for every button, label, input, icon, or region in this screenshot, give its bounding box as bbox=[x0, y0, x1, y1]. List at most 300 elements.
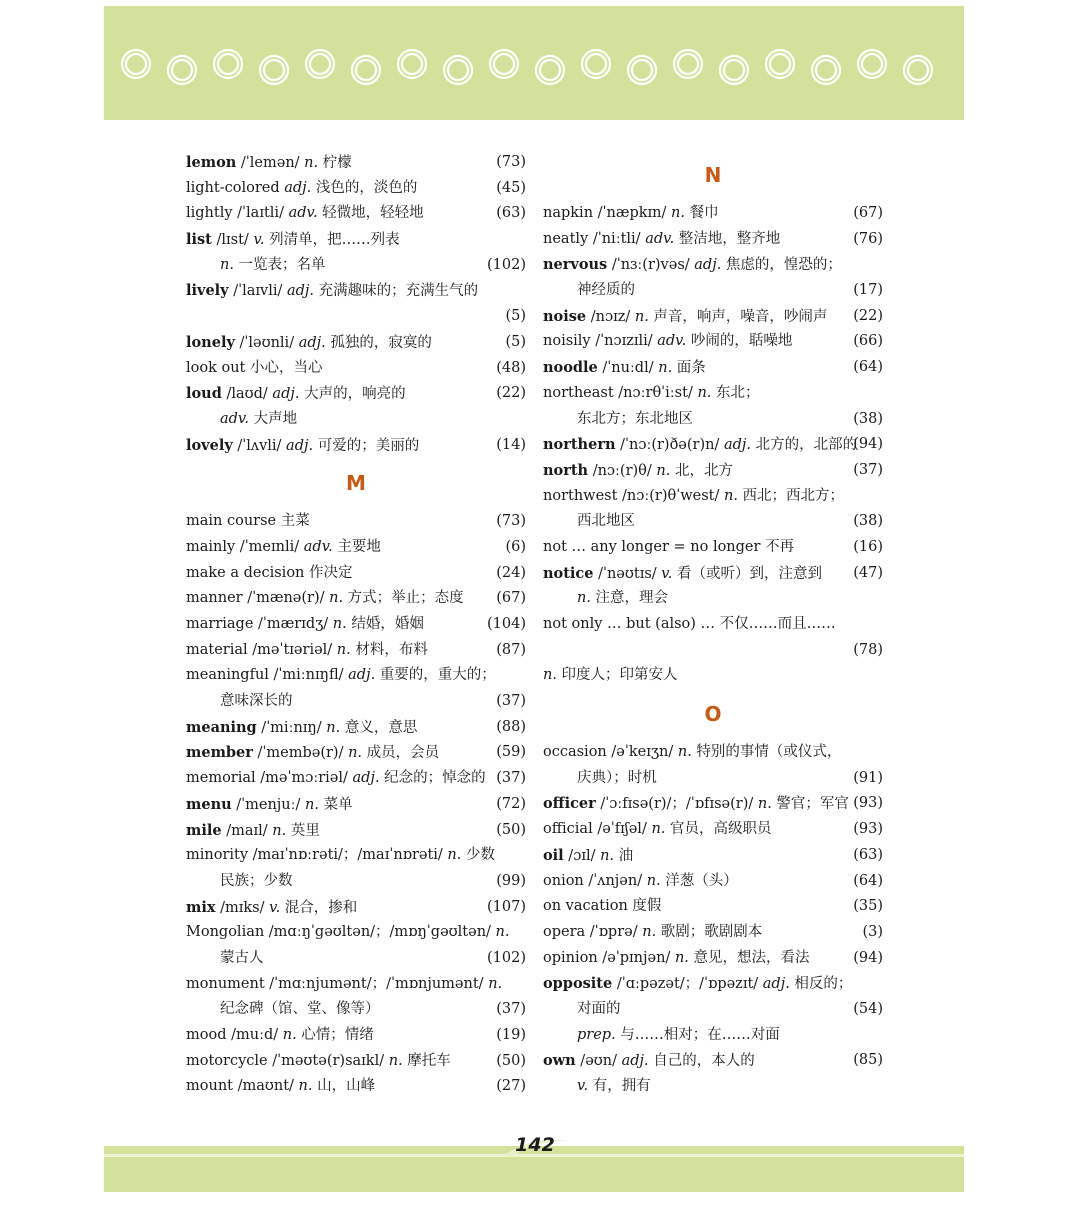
part-of-speech: n. bbox=[298, 1078, 313, 1095]
entry-text bbox=[543, 971, 852, 998]
unit-page-ref: (17) bbox=[853, 282, 883, 299]
part-of-speech: v. bbox=[661, 565, 673, 582]
part-of-speech: n. bbox=[495, 924, 510, 941]
headword: lemon bbox=[186, 154, 237, 171]
definition: 柠檬 bbox=[318, 155, 352, 171]
definition: 方式；举止；态度 bbox=[343, 590, 464, 607]
part-of-speech: n. bbox=[634, 308, 649, 325]
phonetic: /nɔː(r)θˈwest/ bbox=[617, 487, 724, 504]
headword: meaningful bbox=[186, 667, 269, 684]
part-of-speech: adj. bbox=[286, 437, 314, 454]
headword: mood bbox=[186, 1027, 227, 1043]
definition: 少数 bbox=[461, 847, 495, 864]
part-of-speech: n. bbox=[305, 796, 319, 813]
glossary-entry bbox=[186, 356, 526, 382]
glossary-entry bbox=[186, 150, 526, 176]
unit-page-ref: (50) bbox=[496, 1052, 526, 1069]
headword: official bbox=[543, 821, 593, 838]
headword: own bbox=[543, 1052, 576, 1070]
glossary-entry bbox=[186, 535, 526, 561]
part-of-speech: adj. bbox=[762, 976, 790, 993]
phonetic: /nɔɪz/ bbox=[586, 308, 635, 325]
phonetic: /ˈlaɪtli/ bbox=[232, 205, 289, 222]
entry-text bbox=[577, 997, 621, 1023]
definition: 列清单，把……列表 bbox=[264, 232, 400, 249]
phonetic: /əʊn/ bbox=[575, 1053, 622, 1070]
entry-text bbox=[186, 561, 353, 587]
headword: oil bbox=[543, 846, 564, 864]
definition: 看（或听）到，注意到 bbox=[672, 565, 822, 582]
glossary-entry bbox=[186, 381, 526, 407]
part-of-speech: n. bbox=[388, 1052, 403, 1069]
ring-icon bbox=[632, 60, 652, 80]
glossary-entry bbox=[186, 740, 526, 766]
unit-page-ref: (66) bbox=[853, 333, 883, 350]
part-of-speech: n. bbox=[674, 949, 689, 966]
headword: mount bbox=[186, 1078, 233, 1095]
phonetic: /ˈʌnjən/ bbox=[583, 872, 647, 889]
headword: noisily bbox=[543, 333, 591, 350]
phonetic: /ˈmɑːnjumənt/；/ˈmɒnjumənt/ bbox=[264, 975, 489, 992]
glossary-entry bbox=[543, 304, 883, 330]
definition: 官员，高级职员 bbox=[665, 821, 772, 838]
definition: 小心，当心 bbox=[250, 359, 323, 376]
definition: 意味深长的 bbox=[220, 693, 293, 710]
unit-page-ref: (14) bbox=[496, 436, 526, 453]
entry-text bbox=[543, 843, 633, 870]
entry-text bbox=[543, 252, 842, 279]
entry-text bbox=[220, 689, 293, 715]
headword: not … any longer = no longer bbox=[543, 538, 761, 555]
unit-page-ref: (37) bbox=[496, 1001, 526, 1018]
entry-text bbox=[186, 1049, 451, 1075]
headword: opposite bbox=[543, 975, 613, 993]
glossary-entry bbox=[543, 663, 883, 689]
unit-page-ref: (37) bbox=[496, 693, 526, 710]
glossary-entry-continuation bbox=[543, 997, 883, 1023]
part-of-speech: n. bbox=[646, 872, 661, 889]
ring-icon bbox=[494, 54, 514, 74]
glossary-entry-continuation bbox=[186, 997, 526, 1023]
glossary-entry-continuation bbox=[186, 869, 526, 895]
definition: 东北方；东北地区 bbox=[577, 410, 693, 427]
part-of-speech: n. bbox=[272, 822, 287, 839]
glossary-entry bbox=[186, 663, 526, 689]
ring-icon bbox=[770, 54, 790, 74]
definition: 整洁地，整齐地 bbox=[674, 230, 781, 247]
definition: 作决定 bbox=[309, 564, 353, 581]
entry-text bbox=[186, 638, 428, 664]
headword: mile bbox=[186, 821, 222, 839]
part-of-speech: n. bbox=[326, 719, 341, 736]
headword: marriage bbox=[186, 616, 254, 632]
entry-text bbox=[543, 355, 706, 382]
definition: 声音，响声，噪音，吵闹声 bbox=[648, 308, 828, 325]
headword: memorial bbox=[186, 770, 256, 787]
glossary-entry bbox=[186, 715, 526, 741]
definition: 西北地区 bbox=[577, 513, 635, 530]
definition: 注意，理会 bbox=[590, 590, 669, 607]
glossary-entry bbox=[186, 818, 526, 844]
glossary-entry bbox=[186, 895, 526, 921]
headword: monument bbox=[186, 975, 265, 992]
glossary-entry bbox=[543, 227, 883, 253]
phonetic: /maɪˈnɒːrəti/；/maɪˈnɒrəti/ bbox=[248, 847, 448, 864]
entry-text bbox=[186, 1074, 375, 1100]
definition: 歌剧；歌剧剧本 bbox=[656, 923, 763, 940]
phonetic: /ˈnæpkɪn/ bbox=[593, 205, 672, 221]
entry-text bbox=[543, 817, 772, 843]
definition: 焦虑的，惶恐的； bbox=[721, 257, 842, 274]
phonetic: /məˈmɔːriəl/ bbox=[255, 770, 353, 787]
glossary-entry bbox=[543, 843, 883, 869]
headword: manner bbox=[186, 590, 243, 607]
phonetic: /ˈɔːfɪsə(r)/；/ˈɒfɪsə(r)/ bbox=[595, 796, 758, 813]
entry-text bbox=[186, 150, 352, 177]
section-letter: N bbox=[704, 163, 722, 187]
page-number: 142 bbox=[515, 1134, 555, 1156]
part-of-speech: n. bbox=[658, 360, 673, 377]
ring-icon bbox=[586, 54, 606, 74]
unit-page-ref: (63) bbox=[853, 846, 883, 863]
entry-text bbox=[577, 1023, 780, 1049]
glossary-entry-continuation bbox=[186, 407, 526, 433]
phonetic: /lɪst/ bbox=[211, 232, 254, 249]
unit-page-ref: (24) bbox=[496, 564, 526, 581]
entry-text bbox=[577, 407, 693, 433]
glossary-entry bbox=[543, 740, 883, 766]
definition: 洋葱（头） bbox=[660, 872, 738, 889]
glossary-entry-continuation bbox=[186, 304, 526, 330]
entry-text bbox=[543, 535, 794, 561]
headword: onion bbox=[543, 872, 584, 889]
unit-page-ref: (45) bbox=[496, 179, 526, 196]
part-of-speech: adj. bbox=[723, 437, 752, 454]
entry-text bbox=[543, 432, 857, 459]
glossary-entry bbox=[186, 330, 526, 356]
definition: 一览表；名单 bbox=[233, 256, 326, 273]
unit-page-ref: (102) bbox=[487, 949, 526, 966]
definition: 北方的，北部的 bbox=[751, 437, 858, 454]
entry-text bbox=[543, 612, 836, 638]
glossary-column-left bbox=[186, 150, 526, 1100]
glossary-entry bbox=[543, 329, 883, 355]
ring-icon bbox=[218, 54, 238, 74]
definition: 意见，想法，看法 bbox=[688, 949, 810, 966]
glossary-entry bbox=[186, 201, 526, 227]
phonetic: /ˈnəʊtɪs/ bbox=[593, 565, 662, 582]
entry-text bbox=[543, 946, 810, 972]
unit-page-ref: (16) bbox=[853, 538, 883, 555]
part-of-speech: adj. bbox=[352, 770, 380, 787]
entry-text bbox=[186, 201, 424, 227]
definition: 心情；情绪 bbox=[296, 1027, 374, 1043]
entry-text bbox=[543, 381, 760, 407]
ring-icon bbox=[402, 54, 422, 74]
glossary-entry bbox=[543, 484, 883, 510]
entry-text bbox=[577, 278, 635, 304]
definition: 神经质的 bbox=[577, 282, 635, 299]
definition: 油 bbox=[614, 847, 634, 864]
page-number-badge bbox=[500, 1131, 570, 1161]
phonetic: /əˈkeɪʒn/ bbox=[606, 744, 678, 761]
ring-icon bbox=[172, 60, 192, 80]
headword: light-colored bbox=[186, 179, 280, 196]
entry-text bbox=[220, 997, 380, 1023]
entry-text bbox=[543, 920, 762, 946]
unit-page-ref: (72) bbox=[496, 795, 526, 812]
unit-page-ref: (54) bbox=[853, 1000, 883, 1017]
part-of-speech: adj. bbox=[284, 179, 312, 196]
headword: occasion bbox=[543, 744, 607, 761]
definition: 西北；西北方； bbox=[737, 487, 845, 504]
definition: 与……相对；在……对面 bbox=[615, 1026, 780, 1043]
unit-page-ref: (91) bbox=[853, 769, 883, 786]
glossary-entry-continuation bbox=[543, 1074, 883, 1100]
part-of-speech: n. bbox=[656, 462, 671, 479]
glossary-entry bbox=[186, 278, 526, 304]
phonetic: /ˈməʊtə(r)saɪkl/ bbox=[267, 1052, 389, 1069]
glossary-entry bbox=[186, 586, 526, 612]
glossary-entry bbox=[543, 920, 883, 946]
entry-text bbox=[186, 792, 353, 819]
definition: 度假 bbox=[632, 898, 662, 915]
glossary-entry bbox=[186, 972, 526, 998]
entry-text bbox=[220, 946, 264, 972]
unit-page-ref: (107) bbox=[487, 898, 526, 915]
definition: 警官；军官 bbox=[771, 796, 849, 813]
entry-text bbox=[186, 227, 400, 254]
entry-text bbox=[186, 818, 320, 845]
headword: member bbox=[186, 744, 253, 762]
entry-text bbox=[186, 895, 357, 922]
phonetic: /məˈtɪəriəl/ bbox=[247, 641, 337, 658]
headword: northeast bbox=[543, 384, 614, 401]
entry-text bbox=[186, 176, 417, 202]
ring-icon bbox=[540, 60, 560, 80]
glossary-entry-continuation bbox=[186, 946, 526, 972]
unit-page-ref: (76) bbox=[853, 230, 883, 247]
glossary-entry bbox=[186, 561, 526, 587]
phonetic: /ɔɪl/ bbox=[563, 847, 601, 864]
definition: 东北； bbox=[711, 384, 760, 401]
part-of-speech: n. bbox=[220, 256, 234, 273]
headword: menu bbox=[186, 795, 232, 813]
ring-icon bbox=[816, 60, 836, 80]
part-of-speech: adv. bbox=[657, 333, 687, 350]
headword: lonely bbox=[186, 333, 235, 351]
phonetic: /laʊd/ bbox=[221, 386, 273, 403]
part-of-speech: v. bbox=[269, 899, 281, 916]
phonetic: /ˈmenjuː/ bbox=[231, 796, 306, 813]
definition: 重要的，重大的； bbox=[375, 667, 496, 684]
entry-text bbox=[577, 586, 668, 612]
definition: 主要地 bbox=[332, 538, 381, 555]
phonetic: /ˈnɔː(r)ðə(r)n/ bbox=[615, 437, 724, 454]
headword: meaning bbox=[186, 718, 257, 736]
glossary-entry bbox=[543, 869, 883, 895]
definition: 有，拥有 bbox=[588, 1078, 651, 1094]
phonetic: /mɪks/ bbox=[215, 899, 270, 916]
glossary-entry-continuation bbox=[543, 586, 883, 612]
definition: 民族；少数 bbox=[220, 872, 293, 889]
definition: 特别的事情（或仪式， bbox=[691, 744, 842, 761]
ring-icon bbox=[862, 54, 882, 74]
unit-page-ref: (102) bbox=[487, 256, 526, 273]
headword: mix bbox=[186, 898, 216, 916]
part-of-speech: n. bbox=[651, 821, 666, 838]
definition: 吵闹的，聒噪地 bbox=[686, 333, 793, 350]
part-of-speech: v. bbox=[253, 232, 265, 249]
unit-page-ref: (73) bbox=[496, 513, 526, 530]
definition: 主菜 bbox=[280, 513, 310, 530]
unit-page-ref: (87) bbox=[496, 641, 526, 658]
part-of-speech: n. bbox=[600, 847, 615, 864]
definition: 混合，掺和 bbox=[280, 899, 358, 916]
definition: 相反的； bbox=[789, 976, 853, 993]
glossary-entry bbox=[543, 817, 883, 843]
entry-text bbox=[186, 715, 417, 742]
phonetic: /ˈləʊnli/ bbox=[234, 334, 299, 351]
glossary-entry-continuation bbox=[543, 407, 883, 433]
headword: lively bbox=[186, 282, 229, 300]
glossary-entry bbox=[186, 612, 526, 638]
part-of-speech: n. bbox=[757, 796, 772, 813]
unit-page-ref: (63) bbox=[496, 205, 526, 222]
ring-icon bbox=[126, 54, 146, 74]
entry-text bbox=[186, 509, 310, 535]
headword: neatly bbox=[543, 230, 589, 247]
headword: make a decision bbox=[186, 564, 305, 581]
headword: look out bbox=[186, 359, 246, 376]
glossary-entry-continuation bbox=[543, 1023, 883, 1049]
glossary-entry bbox=[186, 1049, 526, 1075]
unit-page-ref: (27) bbox=[496, 1078, 526, 1095]
unit-page-ref: (73) bbox=[496, 154, 526, 170]
phonetic: /ˈnuːdl/ bbox=[597, 360, 659, 377]
definition: 不再 bbox=[765, 538, 795, 555]
phonetic: /ˈlemən/ bbox=[236, 155, 305, 171]
unit-page-ref: (78) bbox=[853, 641, 883, 658]
part-of-speech: n. bbox=[488, 975, 503, 992]
unit-page-ref: (104) bbox=[487, 616, 526, 632]
headword: Mongolian bbox=[186, 924, 265, 941]
entry-text bbox=[543, 329, 792, 355]
unit-page-ref: (94) bbox=[853, 436, 883, 453]
definition: 大声的，响亮的 bbox=[299, 386, 406, 403]
headword: noodle bbox=[543, 359, 598, 377]
glossary-entry bbox=[543, 946, 883, 972]
glossary-entry bbox=[543, 252, 883, 278]
ring-icon bbox=[724, 60, 744, 80]
entry-text bbox=[186, 612, 424, 638]
glossary-entry bbox=[543, 791, 883, 817]
entry-text bbox=[220, 869, 293, 895]
unit-page-ref: (94) bbox=[853, 949, 883, 966]
phonetic: /maʊnt/ bbox=[232, 1078, 299, 1095]
definition: 浅色的，淡色的 bbox=[311, 179, 418, 196]
headword: lightly bbox=[186, 205, 233, 222]
definition: 摩托车 bbox=[402, 1052, 451, 1069]
glossary-entry bbox=[543, 381, 883, 407]
ring-icon bbox=[310, 54, 330, 74]
entry-text bbox=[186, 1023, 374, 1049]
unit-page-ref: (64) bbox=[853, 359, 883, 376]
headword: lovely bbox=[186, 436, 233, 454]
part-of-speech: adj. bbox=[298, 334, 326, 351]
definition: 蒙古人 bbox=[220, 949, 264, 966]
definition: 山，山峰 bbox=[312, 1078, 376, 1095]
definition: 菜单 bbox=[318, 796, 353, 813]
definition: 印度人；印第安人 bbox=[556, 667, 678, 684]
headword: nervous bbox=[543, 256, 608, 274]
glossary-entry bbox=[543, 1048, 883, 1074]
part-of-speech: v. bbox=[577, 1078, 589, 1094]
unit-page-ref: (22) bbox=[853, 307, 883, 324]
phonetic: /ˈlaɪvli/ bbox=[228, 283, 287, 300]
phonetic: /ˈmeɪnli/ bbox=[235, 538, 304, 555]
glossary-entry bbox=[186, 509, 526, 535]
part-of-speech: n. bbox=[671, 205, 685, 221]
phonetic: /ˈɑːpəzət/；/ˈɒpəzɪt/ bbox=[612, 976, 763, 993]
phonetic: /ˈmærɪdʒ/ bbox=[253, 616, 333, 632]
unit-page-ref: (47) bbox=[853, 564, 883, 581]
entry-text bbox=[186, 356, 323, 382]
ring-icon bbox=[264, 60, 284, 80]
section-letter: M bbox=[346, 471, 366, 496]
unit-page-ref: (85) bbox=[853, 1052, 883, 1069]
definition: 自己的，本人的 bbox=[648, 1053, 755, 1070]
part-of-speech: n. bbox=[577, 590, 591, 607]
entry-text bbox=[543, 791, 849, 818]
headword: mainly bbox=[186, 538, 236, 555]
unit-page-ref: (99) bbox=[496, 872, 526, 889]
unit-page-ref: (37) bbox=[496, 770, 526, 787]
glossary-entry bbox=[186, 766, 526, 792]
entry-text bbox=[577, 1074, 651, 1100]
unit-page-ref: (37) bbox=[853, 461, 883, 478]
glossary-entry bbox=[543, 432, 883, 458]
part-of-speech: n. bbox=[329, 590, 344, 607]
glossary-entry-continuation bbox=[543, 766, 883, 792]
entry-text bbox=[220, 407, 297, 433]
glossary-entry bbox=[186, 176, 526, 202]
glossary-entry bbox=[186, 792, 526, 818]
phonetic: /ˈlʌvli/ bbox=[232, 437, 287, 454]
glossary-entry-continuation bbox=[543, 509, 883, 535]
unit-page-ref: (38) bbox=[853, 410, 883, 427]
page-header-band bbox=[104, 6, 964, 120]
phonetic: /ˈmiːnɪŋ/ bbox=[256, 719, 327, 736]
entry-text bbox=[186, 663, 496, 689]
phonetic: /ˈmænə(r)/ bbox=[242, 590, 330, 607]
entry-text bbox=[186, 278, 478, 305]
part-of-speech: n. bbox=[724, 487, 738, 504]
part-of-speech: n. bbox=[447, 847, 462, 864]
entry-text bbox=[186, 740, 439, 767]
entry-text bbox=[186, 330, 432, 357]
headword: loud bbox=[186, 385, 222, 403]
entry-text bbox=[543, 869, 738, 895]
phonetic: /ˈnɔɪzɪli/ bbox=[590, 333, 658, 350]
entry-text bbox=[186, 920, 509, 946]
entry-text bbox=[543, 663, 678, 689]
headword: northern bbox=[543, 436, 616, 454]
headword: minority bbox=[186, 847, 249, 864]
definition: 庆典）；时机 bbox=[577, 769, 657, 786]
unit-page-ref: (35) bbox=[853, 898, 883, 915]
entry-text bbox=[543, 561, 822, 588]
